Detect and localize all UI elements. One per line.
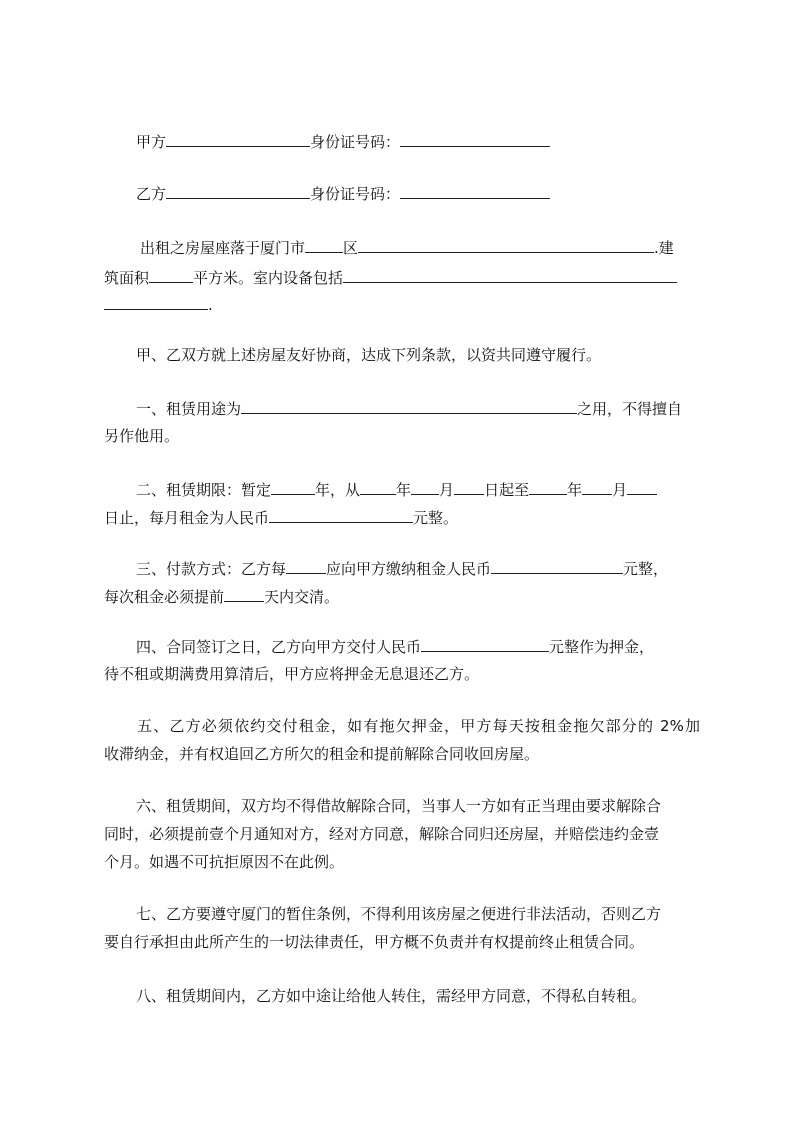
monthly-rent-blank[interactable] — [269, 507, 413, 523]
clause1-line-1 — [104, 398, 700, 419]
clause3-line-2 — [104, 586, 700, 607]
clause1-text-c: 另作他用。 — [104, 427, 180, 445]
clause6-line-3 — [104, 852, 700, 872]
party-b-name-blank[interactable] — [166, 183, 310, 199]
clause6-text-2: 同时，必须提前壹个月通知对方，经对方同意，解除合同归还房屋，并赔偿违约金壹 — [104, 825, 660, 843]
clause5-line-2 — [104, 744, 700, 764]
party-b-label: 乙方 — [136, 185, 167, 203]
clause3-text-c: 元整， — [623, 560, 669, 578]
start-month-blank[interactable] — [411, 479, 439, 495]
clause4-text-c: 待不租或期满费用算清后，甲方应将押金无息退还乙方。 — [104, 665, 480, 683]
start-day-blank[interactable] — [454, 479, 484, 495]
clause2-text-h: 日止，每月租金为人民币 — [104, 509, 270, 527]
end-day-blank[interactable] — [627, 479, 657, 495]
clause1-line-2 — [104, 426, 700, 446]
clause7-text-2: 要自行承担由此所产生的一切法律责任，甲方概不负责并有权提前终止租赁合同。 — [104, 933, 645, 951]
end-year-blank[interactable] — [529, 479, 567, 495]
clause2-text-i: 元整。 — [413, 509, 459, 527]
term-years-blank[interactable] — [271, 479, 315, 495]
property-text-5: 平方米。室内设备包括 — [193, 269, 344, 287]
party-b-id-blank[interactable] — [400, 183, 550, 199]
party-b-line — [104, 183, 700, 204]
clause2-text-d: 月 — [439, 481, 455, 499]
clause3-text-e: 天内交清。 — [264, 588, 340, 606]
clause2-line-2 — [104, 507, 700, 528]
clause7-line-1 — [104, 904, 700, 924]
property-line-2 — [104, 267, 700, 288]
deposit-blank[interactable] — [421, 636, 549, 652]
rent-amount-blank[interactable] — [491, 558, 623, 574]
clause4-text-b: 元整作为押金， — [549, 638, 655, 656]
clause5-text-2: 收滞纳金，并有权追回乙方所欠的租金和提前解除合同收回房屋。 — [104, 745, 540, 763]
equipment-blank[interactable] — [343, 267, 677, 283]
intro-text: 甲、乙双方就上述房屋友好协商，达成下列条款，以资共同遵守履行。 — [136, 346, 602, 364]
clause2-text-c: 年 — [396, 481, 412, 499]
clause8-line — [104, 986, 700, 1006]
clause3-line-1 — [104, 558, 700, 579]
property-line-1 — [104, 237, 700, 258]
clause6-text-1: 六、租赁期间，双方均不得借故解除合同，当事人一方如有正当理由要求解除合 — [136, 797, 662, 815]
clause2-text-e: 日起至 — [484, 481, 530, 499]
clause2-text-g: 月 — [612, 481, 628, 499]
party-b-id-label: 身份证号码： — [310, 185, 401, 203]
clause8-text: 八、租赁期间内，乙方如中途让给他人转住，需经甲方同意，不得私自转租。 — [136, 987, 647, 1005]
clause3-text-d: 每次租金必须提前 — [104, 588, 225, 606]
address-blank[interactable] — [358, 237, 654, 253]
clause7-line-2 — [104, 932, 700, 952]
clause2-line-1 — [104, 479, 700, 500]
property-text-4: 筑面积 — [104, 269, 150, 287]
payment-period-blank[interactable] — [286, 558, 326, 574]
party-a-name-blank[interactable] — [166, 131, 310, 147]
clause1-text-a: 一、租赁用途为 — [136, 400, 242, 418]
clause7-text-1: 七、乙方要遵守厦门的暂住条例，不得利用该房屋之便进行非法活动，否则乙方 — [136, 905, 662, 923]
party-a-line — [104, 131, 700, 152]
clause4-line-1 — [104, 636, 700, 657]
party-a-id-label: 身份证号码： — [310, 133, 401, 151]
property-text-6: . — [208, 296, 213, 314]
clause6-line-2 — [104, 824, 700, 844]
clause4-text-a: 四、合同签订之日，乙方向甲方交付人民币 — [136, 638, 422, 656]
party-a-id-blank[interactable] — [400, 131, 550, 147]
property-text-1: 出租之房屋座落于厦门市 — [140, 239, 306, 257]
clause2-text-b: 年，从 — [315, 481, 361, 499]
equipment-blank-2[interactable] — [104, 294, 208, 310]
clause5-text-1: 五、乙方必须依约交付租金，如有拖欠押金，甲方每天按租金拖欠部分的 2%加 — [136, 717, 700, 735]
area-blank[interactable] — [149, 267, 193, 283]
clause2-text-a: 二、租赁期限：暂定 — [136, 481, 272, 499]
property-text-2: 区 — [343, 239, 359, 257]
clause3-text-a: 三、付款方式：乙方每 — [136, 560, 287, 578]
clause6-line-1 — [104, 796, 700, 816]
intro-line — [104, 345, 700, 365]
clause6-text-3: 个月。如遇不可抗拒原因不在此例。 — [104, 853, 345, 871]
advance-days-blank[interactable] — [224, 586, 264, 602]
clause5-line-1 — [104, 716, 700, 736]
use-blank[interactable] — [241, 398, 577, 414]
district-blank[interactable] — [305, 237, 343, 253]
start-year-blank[interactable] — [360, 479, 396, 495]
property-text-3: .建 — [654, 239, 674, 257]
clause1-text-b: 之用，不得擅自 — [577, 400, 683, 418]
clause2-text-f: 年 — [567, 481, 583, 499]
party-a-label: 甲方 — [136, 133, 167, 151]
end-month-blank[interactable] — [582, 479, 612, 495]
clause3-text-b: 应向甲方缴纳租金人民币 — [326, 560, 492, 578]
clause4-line-2 — [104, 664, 700, 684]
property-line-3 — [104, 294, 700, 315]
